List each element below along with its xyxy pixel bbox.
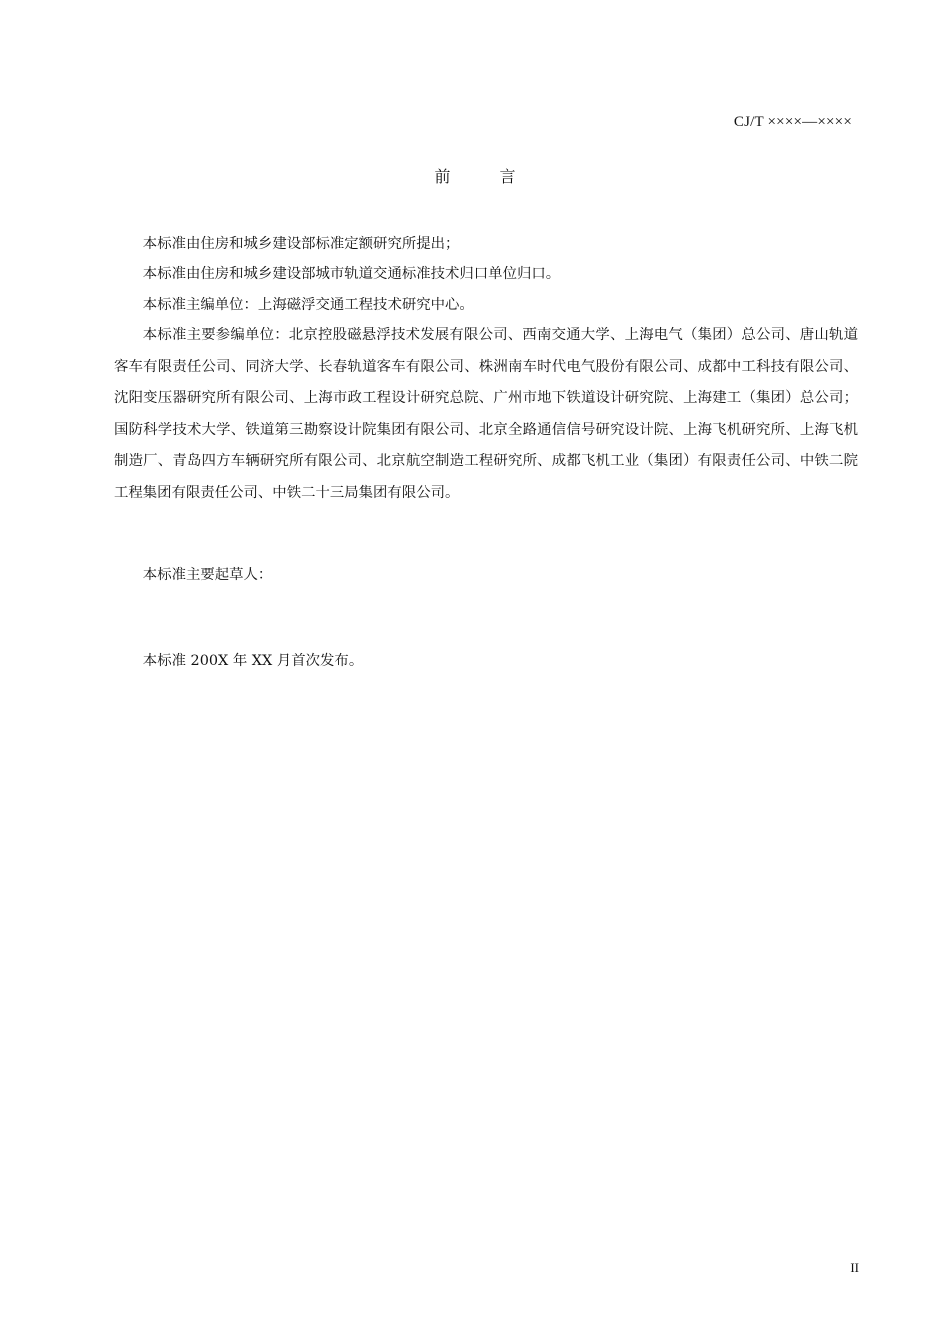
paragraph-text: 本标准由住房和城乡建设部城市轨道交通标准技术归口单位归口。 <box>142 266 561 282</box>
paragraph-drafters <box>114 560 858 592</box>
paragraph-text: 本标准主要起草人： <box>142 567 273 583</box>
paragraph-release <box>114 646 858 678</box>
page-title: 前 言 <box>434 167 538 186</box>
paragraph-text: 本标准 200X 年 XX 月首次发布。 <box>142 653 364 669</box>
paragraph-centralized-unit <box>114 259 858 291</box>
paragraph-chief-editor <box>114 290 858 322</box>
standard-code: CJ/T ××××—×××× <box>733 114 852 130</box>
paragraph-text: 本标准由住房和城乡建设部标准定额研究所提出； <box>142 236 460 252</box>
paragraph-text: 本标准主编单位：上海磁浮交通工程技术研究中心。 <box>142 297 474 313</box>
paragraph-participating-units <box>114 320 858 509</box>
page-number: II <box>850 1260 859 1275</box>
paragraph-proposer <box>114 229 858 261</box>
paragraph-text: 本标准主要参编单位：北京控股磁悬浮技术发展有限公司、西南交通大学、上海电气（集团）总公司、唐山轨道客车有限责任公司、同济大学、长春轨道客车有限公司、株洲南车时代电气股份有限公司、成都中工科技有限公司、沈阳变压器研究所有限公司、上海市政工程设计研究总院、广州市地下铁道设计研究院、上海建工（集团）总公司；国防科学技术大学、铁道第三勘察设计院集团有限公司、北京全路通信信号研究设计院、上海飞机研究所、上海飞机制造厂、青岛四方车辆研究所有限公司、北京航空制造工程研究所、成都飞机工业（集团）有限责任公司、中铁二院工程集团有限责任公司、中铁二十三局集团有限公司。 <box>114 327 858 501</box>
